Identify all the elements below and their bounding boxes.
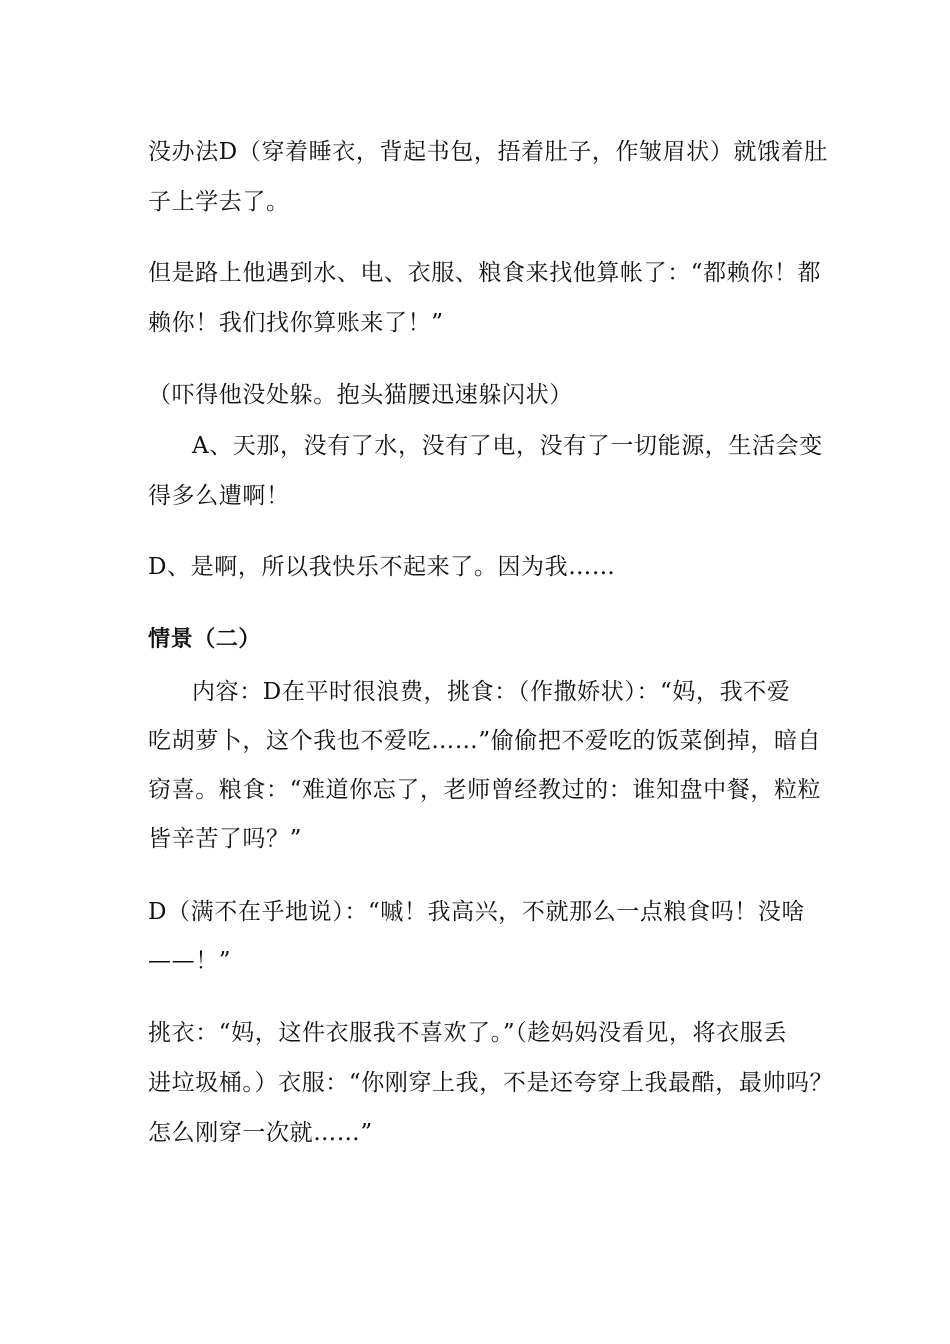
dialogue-line: A、天那，没有了水，没有了电，没有了一切能源，生活会变 — [192, 433, 823, 459]
dialogue-line: D（满不在乎地说）：“嘁！我高兴，不就那么一点粮食吗！没啥 — [148, 899, 806, 925]
text-line: 怎么刚穿一次就……” — [148, 1120, 373, 1146]
text-line: 吃胡萝卜，这个我也不爱吃……”偷偷把不爱吃的饭菜倒掉，暗自 — [148, 728, 822, 754]
text-line: 进垃圾桶。）衣服：“你刚穿上我，不是还夸穿上我最酷，最帅吗？ — [148, 1070, 834, 1096]
text-line: 挑衣：“妈，这件衣服我不喜欢了。”（趁妈妈没看见，将衣服丢 — [148, 1020, 787, 1046]
section-heading: 情景（二） — [148, 627, 262, 652]
text-line: 但是路上他遇到水、电、衣服、粮食来找他算帐了：“都赖你！都 — [148, 260, 822, 286]
text-line: 得多么遭啊！ — [148, 483, 290, 509]
content-line: 内容：D在平时很浪费，挑食：（作撒娇状）：“妈，我不爱 — [192, 679, 791, 705]
text-line: 皆辛苦了吗？” — [148, 826, 302, 852]
text-line: 子上学去了。 — [148, 189, 290, 215]
dialogue-line: D、是啊，所以我快乐不起来了。因为我…… — [148, 554, 616, 580]
stage-direction: （吓得他没处躲。抱头猫腰迅速躲闪状） — [148, 382, 573, 408]
text-line: ——！” — [148, 948, 232, 974]
text-line: 没办法D（穿着睡衣，背起书包，捂着肚子，作皱眉状）就饿着肚 — [148, 139, 828, 165]
text-line: 窃喜。粮食：“难道你忘了，老师曾经教过的：谁知盘中餐，粒粒 — [148, 777, 822, 803]
text-line: 赖你！我们找你算账来了！” — [148, 310, 444, 336]
